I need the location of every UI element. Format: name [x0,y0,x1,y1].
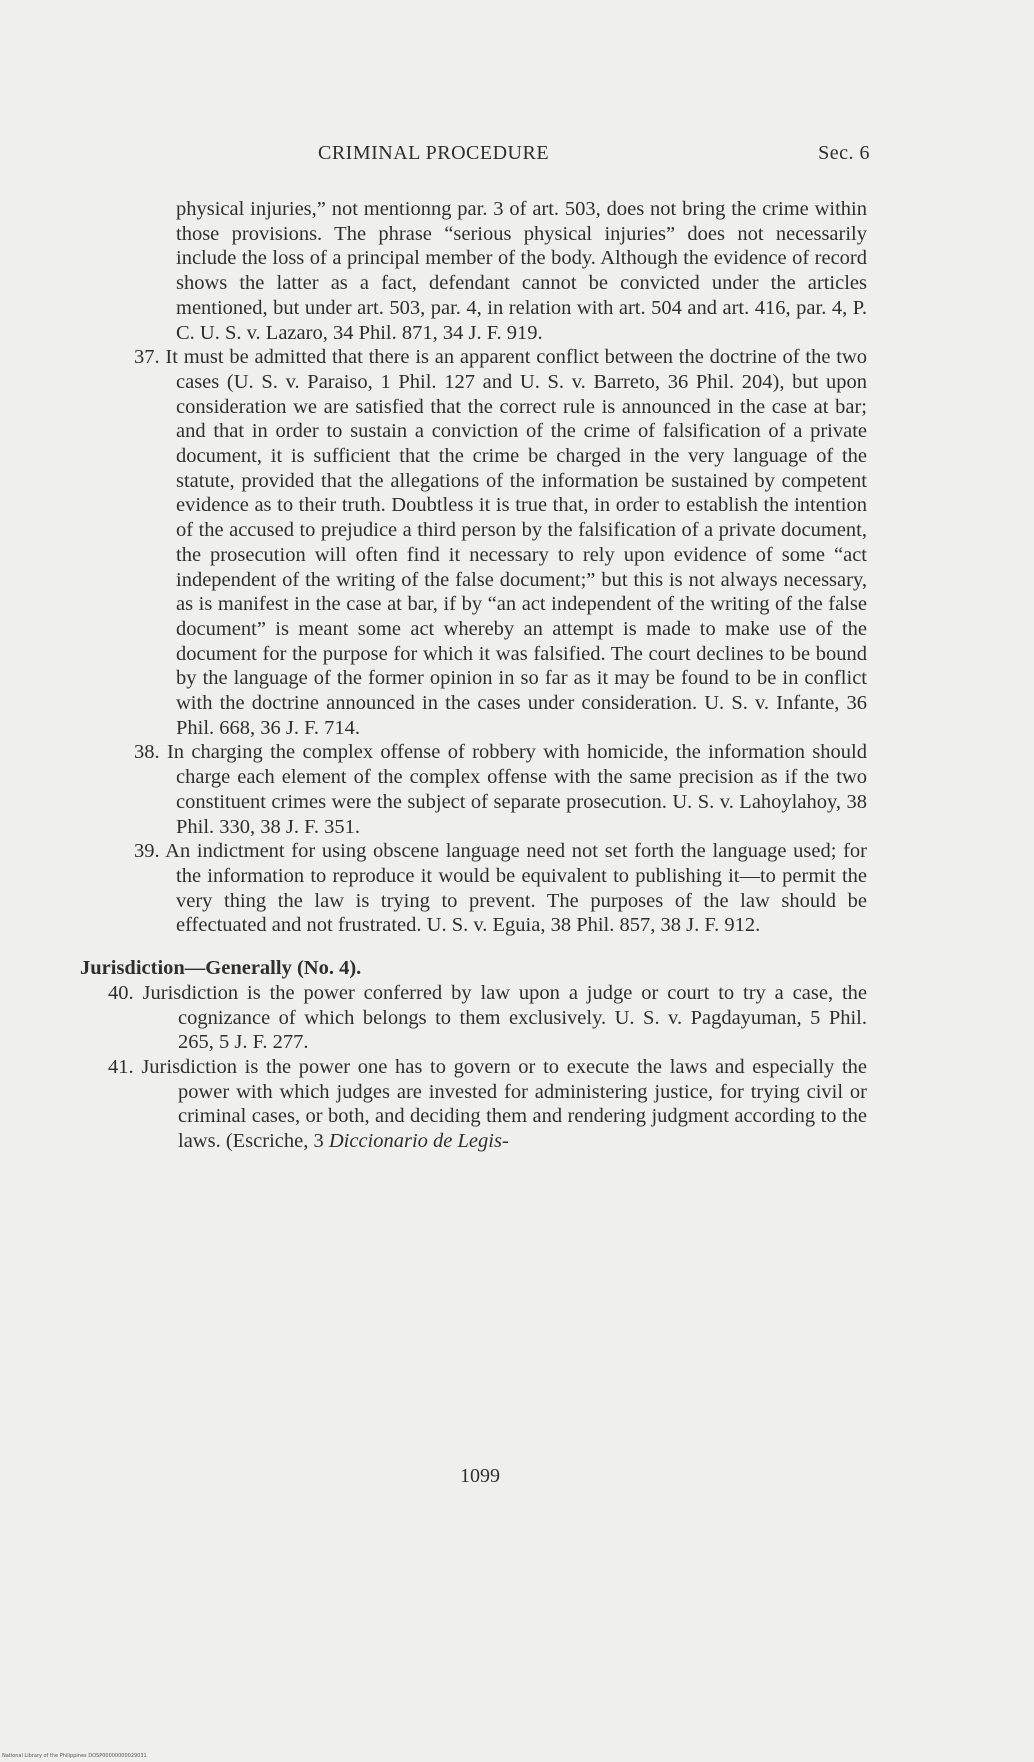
running-head-section: Sec. 6 [818,142,870,164]
body-text [80,197,867,1154]
paragraph-37: 37. It must be admitted that there is an apparent conflict between the doctrine of the two cases (U. S. v. Paraiso, 1 Phil. 127 and U. S. v. Barreto, 36 Phil. 204), but upon consideration we are satisfied that the correct rule is announced in the case at bar; and that in order to sustain a conviction of the crime of falsification of a private document, it is sufficient that the crime be charged in the very language of the statute, provided that the allegations of the information be sustained by competent evidence as to their truth. Doubtless it is true that, in order to establish the intention of the accused to prejudice a third person by the falsification of a private document, the prosecution will often find it necessary to rely upon evidence of some “act independent of the writing of the false document;” but this is not always necessary, as is manifest in the case at bar, if by “an act independent of the writing of the false document” is meant some act whereby an attempt is made to make use of the document for the purpose for which it was falsified. The court declines to be bound by the language of the former opinion in so far as it may be found to be in conflict with the doctrine announced in the cases under consideration. U. S. v. Infante, 36 Phil. 668, 36 J. F. 714. [134,346,867,739]
paragraph-39: 39. An indictment for using obscene language need not set forth the language used; for the information to reproduce it would be equivalent to publishing it—to permit the very thing the law is trying to prevent. The purposes of the law should be effectuated and not frustrated. U. S. v. Eguia, 38 Phil. 857, 38 J. F. 912. [134,840,867,937]
paragraph-40: 40. Jurisdiction is the power conferred by law upon a judge or court to try a case, the cognizance of which belongs to them exclusively. U. S. v. Pagdayuman, 5 Phil. 265, 5 J. F. 277. [108,981,867,1054]
running-head [80,142,870,172]
running-head-title: CRIMINAL PROCEDURE [318,142,550,164]
paragraph-41 [80,1055,867,1154]
page-number: 1099 [460,1465,500,1487]
section-heading: Jurisdiction—Generally (No. 4). [80,957,362,980]
paragraph-41-italic: Diccionario de Legis- [328,1130,509,1153]
paragraph-41-text: 41. Jurisdiction is the power one has to govern or to execute the laws and especially the power with which judges are invested for administering justice, for trying civil or criminal cases, or both, and deciding them and rendering judgment according to the laws. (Escriche, 3 [108,1055,867,1153]
scan-footer: National Library of the Philippines DOSP00000000029031 [2,1753,147,1759]
paragraph-36-continuation: physical injuries,” not mentionng par. 3 of art. 503, does not bring the crime within those provisions. The phrase “serious physical injuries” does not necessarily include the loss of a principal member of the body. Although the evidence of record shows the latter as a fact, defendant cannot be convicted under the articles mentioned, but under art. 503, par. 4, in relation with art. 504 and art. 416, par. 4, P. C. U. S. v. Lazaro, 34 Phil. 871, 34 J. F. 919. [176,198,867,344]
paragraph-38: 38. In charging the complex offense of robbery with homicide, the information should charge each element of the complex offense with the same precision as if the two constituent crimes were the subject of separate prosecution. U. S. v. Lahoylahoy, 38 Phil. 330, 38 J. F. 351. [134,741,867,838]
